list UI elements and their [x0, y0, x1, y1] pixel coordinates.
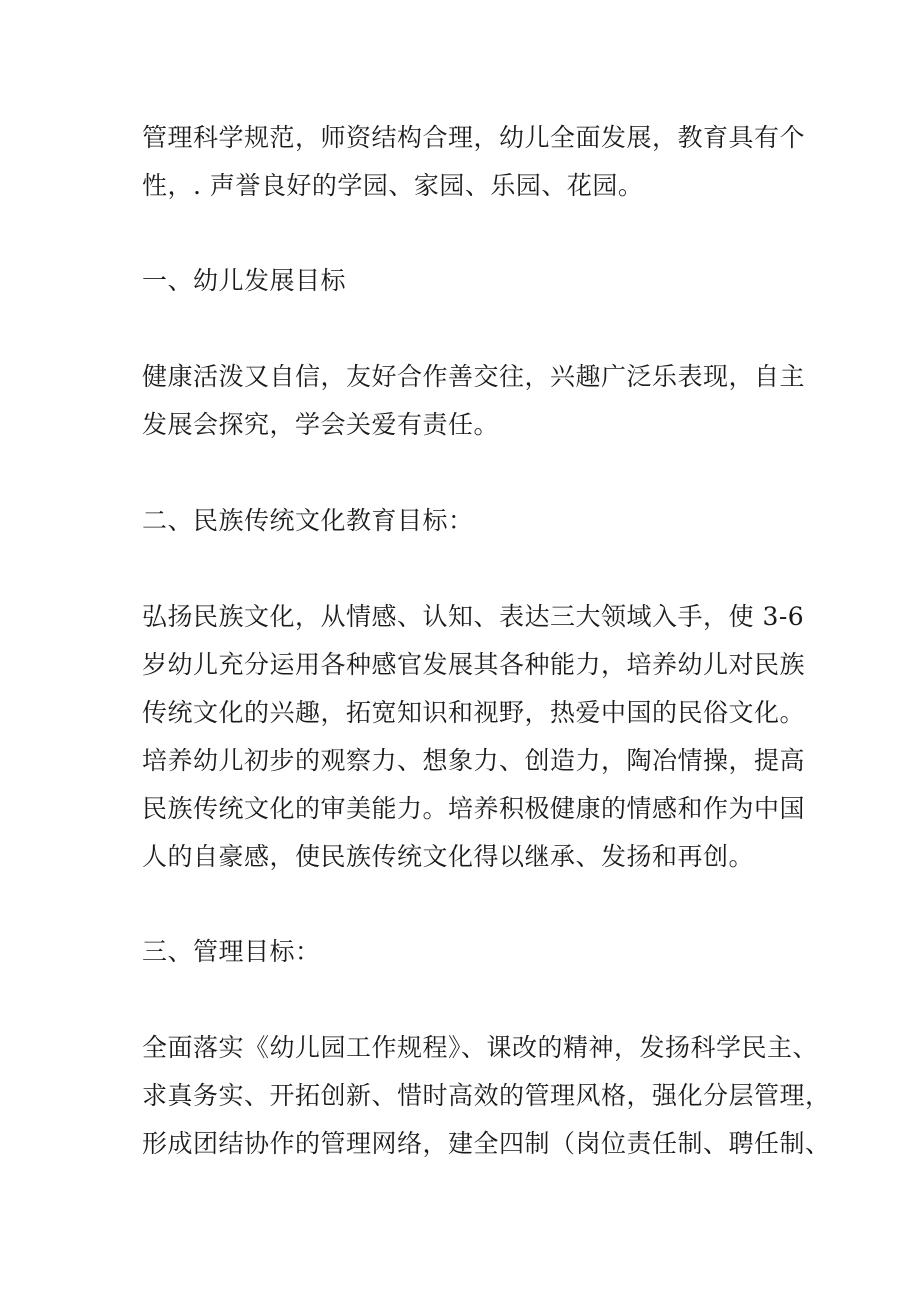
- heading-text: 二、民族传统文化教育目标：: [142, 506, 474, 535]
- text-line: 求真务实、开拓创新、惜时高效的管理风格，强化分层管理，: [142, 1081, 831, 1110]
- section-heading-management: [142, 928, 802, 976]
- text-line: 发展会探究，学会关爱有责任。: [142, 410, 500, 439]
- text-line: 性，. 声誉良好的学园、家园、乐园、花园。: [142, 171, 644, 200]
- heading-text: 三、管理目标：: [142, 937, 321, 966]
- text-line: 形成团结协作的管理网络，建全四制（岗位责任制、聘任制、: [142, 1129, 831, 1158]
- text-line: 培养幼儿初步的观察力、想象力、创造力，陶冶情操，提高: [142, 746, 806, 775]
- intro-paragraph: [142, 114, 806, 210]
- text-line: 管理科学规范，师资结构合理，幼儿全面发展，教育具有个: [142, 123, 806, 152]
- text-line: 岁幼儿充分运用各种感官发展其各种能力，培养幼儿对民族: [142, 650, 806, 679]
- text-line: 全面落实《幼儿园工作规程》、课改的精神，发扬科学民主、: [142, 1033, 819, 1062]
- text-line: 传统文化的兴趣，拓宽知识和视野，热爱中国的民俗文化。: [142, 698, 806, 727]
- culture-education-paragraph: [142, 593, 806, 881]
- management-paragraph: [142, 1024, 831, 1168]
- heading-text: 一、幼儿发展目标: [142, 266, 347, 295]
- text-line: 民族传统文化的审美能力。培养积极健康的情感和作为中国: [142, 794, 806, 823]
- text-line: 弘扬民族文化，从情感、认知、表达三大领域入手，使 3-6: [142, 602, 805, 631]
- text-line: 健康活泼又自信，友好合作善交往，兴趣广泛乐表现，自主: [142, 362, 806, 391]
- text-line: 人的自豪感，使民族传统文化得以继承、发扬和再创。: [142, 842, 755, 871]
- section-heading-child-development: [142, 257, 802, 305]
- section-heading-culture-education: [142, 497, 802, 545]
- child-development-paragraph: [142, 353, 806, 449]
